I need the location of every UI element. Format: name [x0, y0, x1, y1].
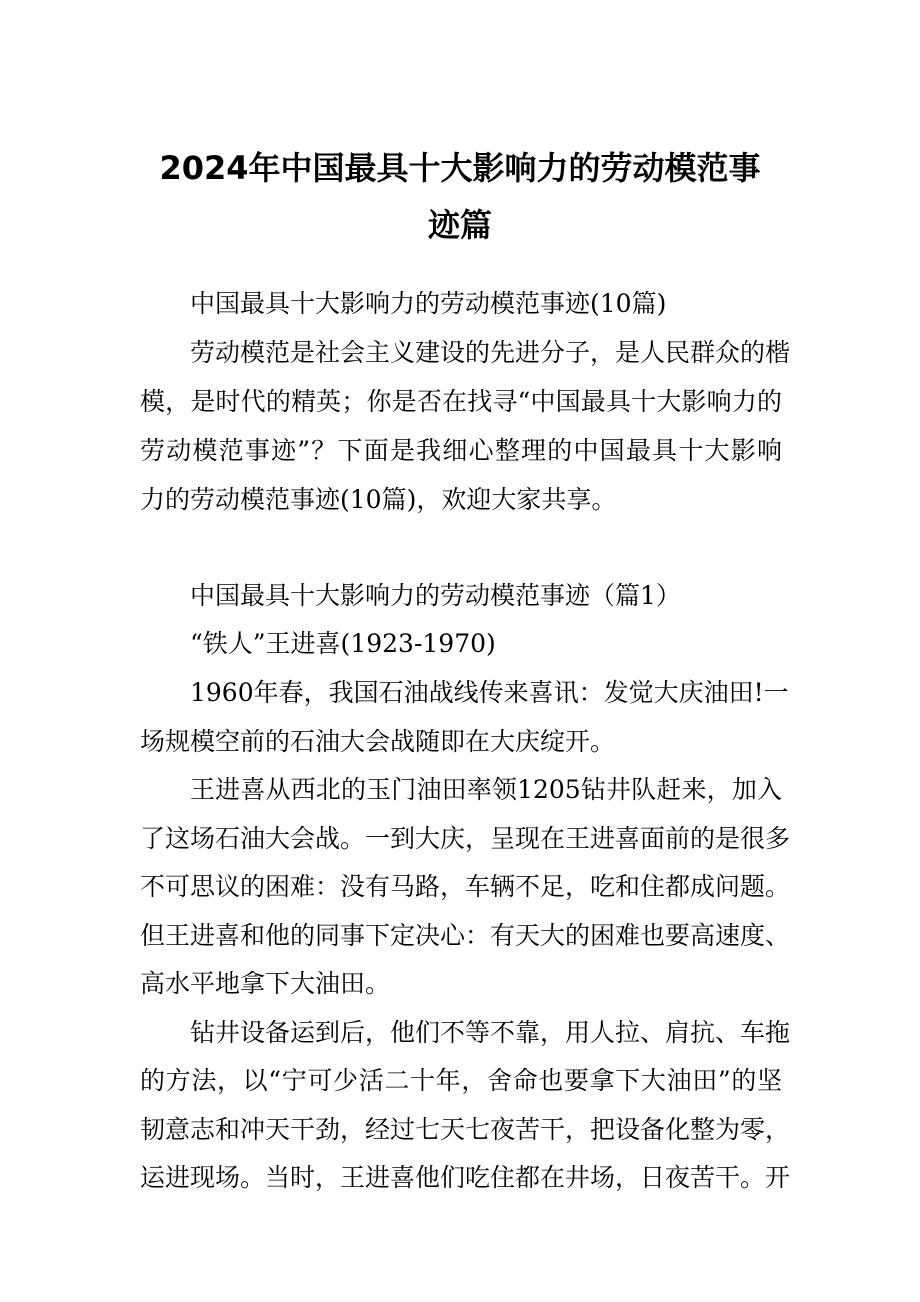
intro-line: 劳动模范事迹”？下面是我细心整理的中国最具十大影响: [140, 436, 782, 465]
paragraph-1-line: 场规模空前的石油大会战随即在大庆绽开。: [140, 727, 616, 756]
paragraph-3-line: 韧意志和冲天干劲，经过七天七夜苦干，把设备化整为零，: [140, 1115, 791, 1144]
intro-line: 力的劳动模范事迹(10篇)，欢迎大家共享。: [140, 485, 617, 514]
paragraph-2-line: 但王进喜和他的同事下定决心：有天大的困难也要高速度、: [140, 921, 791, 950]
document-title-line-2: 迹篇: [427, 206, 492, 244]
person-heading: “铁人”王进喜(1923-1970): [190, 629, 496, 658]
intro-line: 劳动模范是社会主义建设的先进分子，是人民群众的楷: [190, 338, 791, 367]
paragraph-2-line: 高水平地拿下大油田。: [140, 969, 391, 998]
paragraph-3-line: 的方法，以“宁可少活二十年，舍命也要拿下大油田”的坚: [140, 1066, 782, 1095]
paragraph-3-line: 钻井设备运到后，他们不等不靠，用人拉、肩抗、车拖: [190, 1018, 791, 1047]
section-heading: 中国最具十大影响力的劳动模范事迹（篇1）: [190, 581, 681, 610]
paragraph-1-line: 1960年春，我国石油战线传来喜讯：发觉大庆油田!一: [190, 678, 789, 707]
paragraph-2-line: 不可思议的困难：没有马路，车辆不足，吃和住都成问题。: [140, 872, 791, 901]
paragraph-2-line: 了这场石油大会战。一到大庆，呈现在王进喜面前的是很多: [140, 824, 791, 853]
paragraph-3-line: 运进现场。当时，王进喜他们吃住都在井场，日夜苦干。开: [140, 1163, 791, 1192]
intro-line: 模，是时代的精英；你是否在找寻“中国最具十大影响力的: [140, 387, 782, 416]
document-title-line-1: 2024年中国最具十大影响力的劳动模范事: [159, 149, 761, 187]
paragraph-2-line: 王进喜从西北的玉门油田率领1205钻井队赶来，加入: [190, 775, 782, 804]
subtitle: 中国最具十大影响力的劳动模范事迹(10篇): [190, 289, 667, 318]
